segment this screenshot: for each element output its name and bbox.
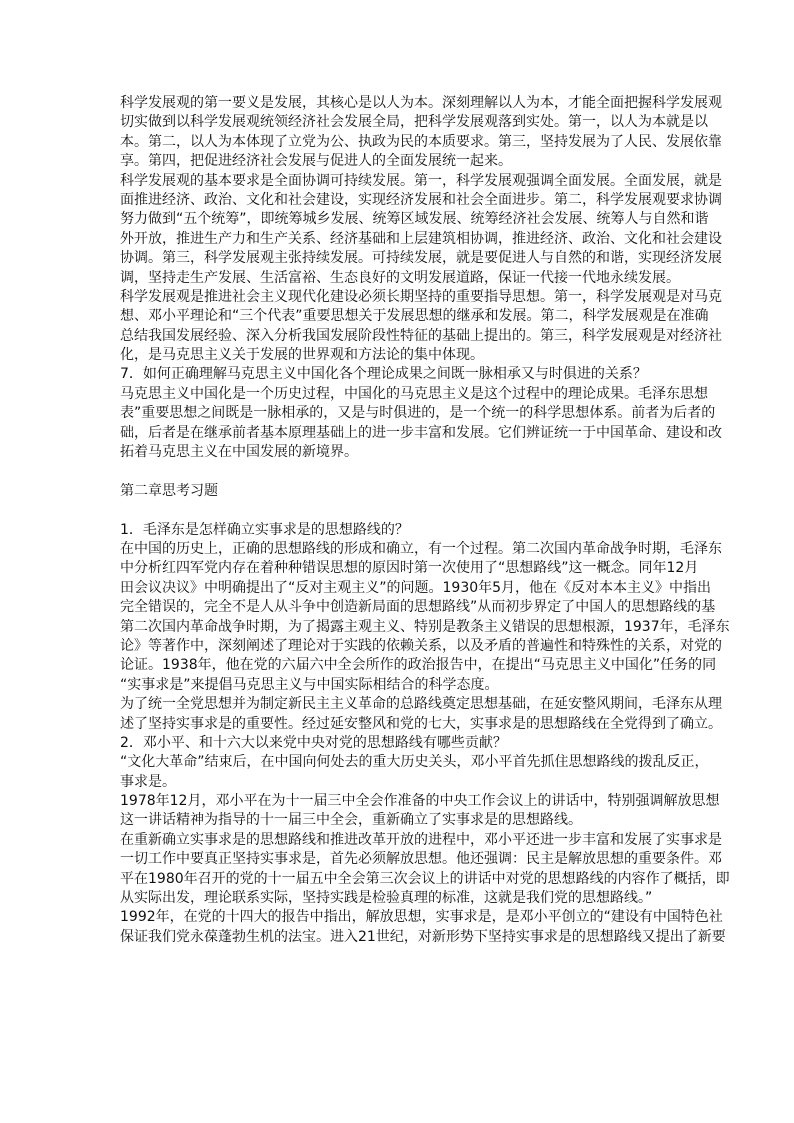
- text-line: 述了坚持实事求是的重要性。经过延安整风和党的七大，实事求是的思想路线在全党得到了确立。: [120, 715, 722, 732]
- text-line: 拓着马克思主义在中国发展的新境界。: [120, 444, 358, 461]
- text-line: 田会议决议》中明确提出了“反对主观主义”的问题。1930年5月，他在《反对本本主义》中指出: [120, 579, 712, 596]
- text-line: 事求是。: [120, 773, 176, 790]
- paragraph-reform: [120, 831, 794, 909]
- text-line: 科学发展观是推进社会主义现代化建设必须长期坚持的重要指导思想。第一，科学发展观是对马克: [120, 288, 722, 305]
- text-line: 协调。第三，科学发展观主张持续发展。可持续发展，就是要促进人与自然的和谐，实现经济发展: [120, 250, 722, 267]
- text-line: 在重新确立实事求是的思想路线和推进改革开放的进程中，邓小平还进一步丰富和发展了实事求是: [120, 831, 722, 848]
- paragraph-yanan-rectification: [120, 695, 794, 734]
- text-line: 面推进经济、政治、文化和社会建设，实现经济发展和社会全面进步。第二，科学发展观要求协调: [120, 191, 722, 208]
- text-line: 一切工作中要真正坚持实事求是，首先必须解放思想。他还强调：民主是解放思想的重要条件。邓: [120, 851, 722, 868]
- text-line: 总结我国发展经验、深入分析我国发展阶段性特征的基础上提出的。第三，科学发展观是对经济社: [120, 327, 722, 344]
- paragraph-guiding-thought: [120, 288, 794, 366]
- text-line: 平在1980年召开的党的十一届五中全会第三次会议上的讲话中对党的思想路线的内容作了概括，即: [120, 870, 730, 887]
- paragraph-answer-1: [120, 540, 794, 695]
- text-line: 科学发展观的第一要义是发展，其核心是以人为本。深刻理解以人为本，才能全面把握科学发展观: [120, 95, 722, 111]
- paragraph-basic-requirements: [120, 172, 794, 288]
- paragraph-1992: [120, 908, 794, 947]
- text-line: 础，后者是在继承前者基本原理基础上的进一步丰富和发展。它们辨证统一于中国革命、建设和改: [120, 424, 722, 441]
- text-line: 努力做到“五个统筹”，即统筹城乡发展、统筹区域发展、统筹经济社会发展、统筹人与自然和谐: [120, 211, 709, 228]
- text-line: 调，坚持走生产发展、生活富裕、生态良好的文明发展道路，保证一代接一代地永续发展。: [120, 269, 680, 286]
- text-line: 化，是马克思主义关于发展的世界观和方法论的集中体现。: [120, 347, 484, 364]
- text-line: 为了统一全党思想并为制定新民主主义革命的总路线奠定思想基础，在延安整风期间，毛泽东从理: [120, 696, 722, 713]
- document-body: [120, 94, 794, 947]
- text-line: 本。第二，以人为本体现了立党为公、执政为民的本质要求。第三，坚持发展为了人民、发展依靠: [120, 133, 722, 150]
- question-2: 2．邓小平、和十六大以来党中央对党的思想路线有哪些贡献？: [120, 734, 507, 751]
- paragraph-answer-7: [120, 385, 794, 463]
- text-line: 论》等著作中，深刻阐述了理论对于实践的依赖关系，以及矛盾的普遍性和特殊性的关系，对党的: [120, 637, 722, 654]
- text-line: 保证我们党永葆蓬勃生机的法宝。进入21世纪，对新形势下坚持实事求是的思想路线又提出了新要: [120, 928, 726, 945]
- text-line: 1992年，在党的十四大的报告中指出，解放思想，实事求是，是邓小平创立的“建设有中国特色社: [120, 909, 723, 926]
- text-line: 从实际出发，理论联系实际，坚持实践是检验真理的标准，这就是我们党的思想路线。”: [120, 890, 653, 907]
- text-line: “实事求是”来提倡马克思主义与中国实际相结合的科学态度。: [120, 676, 499, 693]
- blank-line: [120, 501, 794, 520]
- question-1: 1．毛泽东是怎样确立实事求是的思想路线的？: [120, 521, 409, 538]
- text-line: 完全错误的，完全不是人从斗争中创造新局面的思想路线”从而初步界定了中国人的思想路线的基: [120, 599, 716, 616]
- question-7: 7．如何正确理解马克思主义中国化各个理论成果之间既一脉相承又与时俱进的关系？: [120, 366, 647, 383]
- paragraph-core-of-development: [120, 94, 794, 172]
- text-line: 1978年12月，邓小平在为十一届三中全会作准备的中央工作会议上的讲话中，特别强调解放思想: [120, 793, 720, 810]
- paragraph-1978: [120, 792, 794, 831]
- text-line: 在中国的历史上，正确的思想路线的形成和确立，有一个过程。第二次国内革命战争时期，毛泽东: [120, 540, 722, 557]
- text-line: 表”重要思想之间既是一脉相承的，又是与时俱进的，是一个统一的科学思想体系。前者为后者的: [120, 405, 716, 422]
- text-line: 第二次国内革命战争时期，为了揭露主观主义、特别是教条主义错误的思想根源，1937年，毛泽东: [120, 618, 730, 635]
- text-line: “文化大革命”结束后，在中国向何处去的重大历史关头，邓小平首先抓住思想路线的拨乱反正，: [120, 754, 709, 771]
- text-line: 科学发展观的基本要求是全面协调可持续发展。第一，科学发展观强调全面发展。全面发展，就是: [120, 172, 722, 189]
- text-line: 外开放，推进生产力和生产关系、经济基础和上层建筑相协调，推进经济、政治、文化和社会建设: [120, 230, 722, 247]
- text-line: 这一讲话精神为指导的十一届三中全会，重新确立了实事求是的思想路线。: [120, 812, 582, 829]
- text-line: 马克思主义中国化是一个历史过程，中国化的马克思主义是这个过程中的理论成果。毛泽东思想: [120, 385, 708, 402]
- blank-line: [120, 462, 794, 481]
- text-line: 论证。1938年，他在党的六届六中全会所作的政治报告中，在提出“马克思主义中国化”任务的同: [120, 657, 717, 674]
- text-line: 中分析红四军党内存在着种种错误思想的原因时第一次使用了“思想路线”这一概念。同年12月: [120, 560, 699, 577]
- text-line: 切实做到以科学发展观统领经济社会发展全局，把科学发展观落到实处。第一，以人为本就是以: [120, 114, 708, 131]
- paragraph-answer-2: [120, 753, 794, 792]
- text-line: 享。第四，把促进经济社会发展与促进人的全面发展统一起来。: [120, 153, 512, 170]
- text-line: 想、邓小平理论和“三个代表”重要思想关于发展思想的继承和发展。第二，科学发展观是在准确: [120, 308, 709, 325]
- chapter-title: 第二章思考习题: [120, 482, 218, 499]
